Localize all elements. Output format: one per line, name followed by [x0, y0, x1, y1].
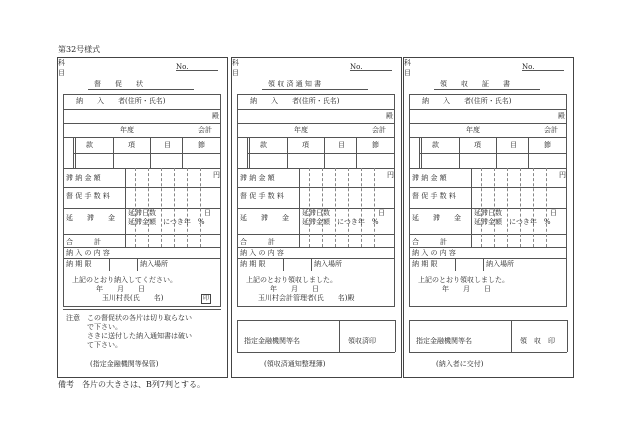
bank-name-label: 指定金融機関等名 [244, 337, 300, 345]
fiscal-year-label: 年度 [294, 126, 308, 134]
slip-panel-1 [231, 57, 402, 378]
rule-line [483, 258, 484, 271]
amount-column-line [533, 168, 534, 247]
slip-panel-0 [57, 57, 228, 378]
message: 上記のとおり領収しました。 [246, 276, 337, 284]
rule-line [522, 70, 564, 71]
amount-column-line [148, 168, 149, 247]
no-label: No. [176, 63, 189, 71]
no-label: No. [350, 63, 363, 71]
rule-line [237, 320, 238, 352]
moku-label: 目 [510, 141, 517, 149]
rule-line [63, 247, 221, 248]
kamoku-label: 科目 [404, 59, 411, 77]
total-label: 合 計 [412, 238, 447, 246]
panel-caption: (領収済通知整理簿) [264, 360, 326, 368]
amount-column-line [200, 168, 201, 247]
rule-line [237, 234, 395, 235]
rule-line [88, 89, 194, 90]
date-line: 年 月 日 [96, 285, 145, 293]
slip-title: 領 収 証 書 [440, 80, 510, 88]
receipt-stamp-label: 領収済印 [348, 337, 376, 345]
rule-line [409, 352, 567, 353]
account-label: 会計 [198, 126, 212, 134]
panel-caption: (指定金融機関等保管) [90, 360, 159, 368]
rule-line [471, 168, 472, 247]
yen-unit: 円 [213, 171, 220, 179]
rule-line [63, 168, 221, 169]
rule-line [237, 258, 395, 259]
arrears-amount-label: 滞 納 金 額 [412, 174, 447, 182]
rule-line [409, 187, 567, 188]
late-base-label: 延滞金額 につき年 % [302, 218, 379, 226]
account-label: 会計 [372, 126, 386, 134]
late-base-label: 延滞金額 につき年 % [474, 218, 551, 226]
rule-line [237, 168, 395, 169]
rule-line [409, 234, 567, 235]
form-number: 第32号様式 [58, 45, 101, 54]
receipt-stamp-label: 領 収 印 [520, 337, 555, 345]
kou-label: 項 [474, 141, 481, 149]
setsu-label: 節 [544, 141, 551, 149]
slip-title: 督 促 状 [94, 80, 143, 88]
amount-column-line [187, 168, 188, 247]
amount-column-line [520, 168, 521, 247]
rule-line [237, 320, 395, 321]
amount-column-line [335, 168, 336, 247]
amount-column-line [361, 168, 362, 247]
bank-name-label: 指定金融機関等名 [416, 337, 472, 345]
rule-line [409, 320, 567, 321]
amount-column-line [161, 168, 162, 247]
deadline-label: 納 期 限 [240, 260, 266, 268]
message: 上記のとおり納入してください。 [72, 276, 177, 284]
notice-line: さきに送付した納入通知書は破い [87, 332, 192, 340]
rule-line [137, 258, 138, 271]
message: 上記のとおり領収しました。 [418, 276, 509, 284]
seal-box: 印 [202, 295, 209, 302]
fiscal-year-label: 年度 [466, 126, 480, 134]
rule-line [237, 123, 395, 124]
arrears-amount-label: 滞 納 金 額 [66, 174, 101, 182]
rule-line [63, 109, 221, 110]
rule-line [63, 187, 221, 188]
rule-line [237, 187, 395, 188]
yen-unit: 円 [387, 171, 394, 179]
amount-column-line [309, 168, 310, 247]
payer-label: 納 入 者(住所・氏名) [422, 97, 512, 105]
kou-label: 項 [302, 141, 309, 149]
late-charge-label: 延 滞 金 [66, 214, 115, 222]
amount-column-line [322, 168, 323, 247]
date-line: 年 月 日 [270, 285, 319, 293]
rule-line [419, 153, 567, 154]
date-line: 年 月 日 [442, 285, 491, 293]
payer-label: 納 入 者(住所・氏名) [250, 97, 340, 105]
days-label: 延滞日数 [302, 209, 330, 217]
rule-line [395, 320, 396, 352]
rule-line [409, 258, 567, 259]
content-label: 納 入 の 内 容 [240, 249, 284, 257]
panel-caption: (納入者に交付) [436, 360, 484, 368]
rule-line [409, 168, 567, 169]
notice-line: 注意 この督促状の各片は切り取らない [66, 314, 192, 322]
content-label: 納 入 の 内 容 [66, 249, 110, 257]
honorific: 殿 [558, 112, 565, 120]
honorific: 殿 [386, 112, 393, 120]
place-label: 納入場所 [486, 260, 514, 268]
rule-line [409, 137, 567, 138]
total-label: 合 計 [66, 238, 101, 246]
deadline-label: 納 期 限 [412, 260, 438, 268]
rule-line [237, 247, 395, 248]
rule-line [409, 320, 410, 352]
kamoku-label: 科目 [232, 59, 239, 77]
no-label: No. [522, 63, 535, 71]
deadline-label: 納 期 限 [66, 260, 92, 268]
amount-column-line [494, 168, 495, 247]
rule-line [237, 109, 395, 110]
rule-line [409, 247, 567, 248]
rule-line [311, 258, 312, 271]
rule-line [350, 70, 392, 71]
days-label: 延滞日数 [128, 209, 156, 217]
rule-line [237, 137, 395, 138]
notice-line: で下さい。 [87, 323, 122, 331]
notice-line: て下さい。 [87, 341, 122, 349]
signer: 玉川村会計管理者(氏 名)殿 [258, 294, 355, 302]
kamoku-label: 科目 [58, 59, 65, 77]
rule-line [73, 153, 221, 154]
amount-column-line [348, 168, 349, 247]
amount-column-line [374, 168, 375, 247]
content-label: 納 入 の 内 容 [412, 249, 456, 257]
rule-line [567, 320, 568, 352]
rule-line [63, 234, 221, 235]
fee-label: 督 促 手 数 料 [66, 192, 110, 200]
day-unit: 日 [204, 209, 211, 217]
days-label: 延滞日数 [474, 209, 502, 217]
rule-line [176, 70, 218, 71]
rule-line [63, 258, 221, 259]
slip-title: 領 収 済 通 知 書 [268, 80, 322, 88]
rule-line [434, 89, 540, 90]
rule-line [409, 109, 567, 110]
kan-label: 款 [260, 141, 267, 149]
fee-label: 督 促 手 数 料 [412, 192, 456, 200]
place-label: 納入場所 [314, 260, 342, 268]
moku-label: 目 [164, 141, 171, 149]
rule-line [63, 123, 221, 124]
yen-unit: 円 [559, 171, 566, 179]
amount-column-line [546, 168, 547, 247]
footer-note: 備考 各片の大きさは、B列7判とする。 [58, 380, 205, 389]
setsu-label: 節 [372, 141, 379, 149]
slip-panel-2 [403, 57, 574, 378]
fiscal-year-label: 年度 [120, 126, 134, 134]
rule-line [63, 309, 221, 310]
fee-label: 督 促 手 数 料 [240, 192, 284, 200]
day-unit: 日 [550, 209, 557, 217]
rule-line [409, 123, 567, 124]
amount-column-line [507, 168, 508, 247]
setsu-label: 節 [198, 141, 205, 149]
amount-column-line [174, 168, 175, 247]
honorific: 殿 [212, 112, 219, 120]
rule-line [125, 168, 126, 247]
rule-line [339, 320, 340, 352]
rule-line [262, 89, 368, 90]
kan-label: 款 [86, 141, 93, 149]
kan-label: 款 [432, 141, 439, 149]
rule-line [63, 137, 221, 138]
late-base-label: 延滞金額 につき年 % [128, 218, 205, 226]
moku-label: 目 [338, 141, 345, 149]
rule-line [299, 168, 300, 247]
rule-line [109, 258, 110, 271]
amount-column-line [481, 168, 482, 247]
rule-line [247, 153, 395, 154]
rule-line [283, 258, 284, 271]
payer-label: 納 入 者(住所・氏名) [76, 97, 166, 105]
place-label: 納入場所 [140, 260, 168, 268]
rule-line [511, 320, 512, 352]
amount-column-line [135, 168, 136, 247]
rule-line [455, 258, 456, 271]
late-charge-label: 延 滞 金 [240, 214, 289, 222]
arrears-amount-label: 滞 納 金 額 [240, 174, 275, 182]
kou-label: 項 [128, 141, 135, 149]
account-label: 会計 [544, 126, 558, 134]
total-label: 合 計 [240, 238, 275, 246]
signer: 玉川村長(氏 名) [102, 294, 164, 302]
day-unit: 日 [378, 209, 385, 217]
rule-line [237, 352, 395, 353]
late-charge-label: 延 滞 金 [412, 214, 461, 222]
